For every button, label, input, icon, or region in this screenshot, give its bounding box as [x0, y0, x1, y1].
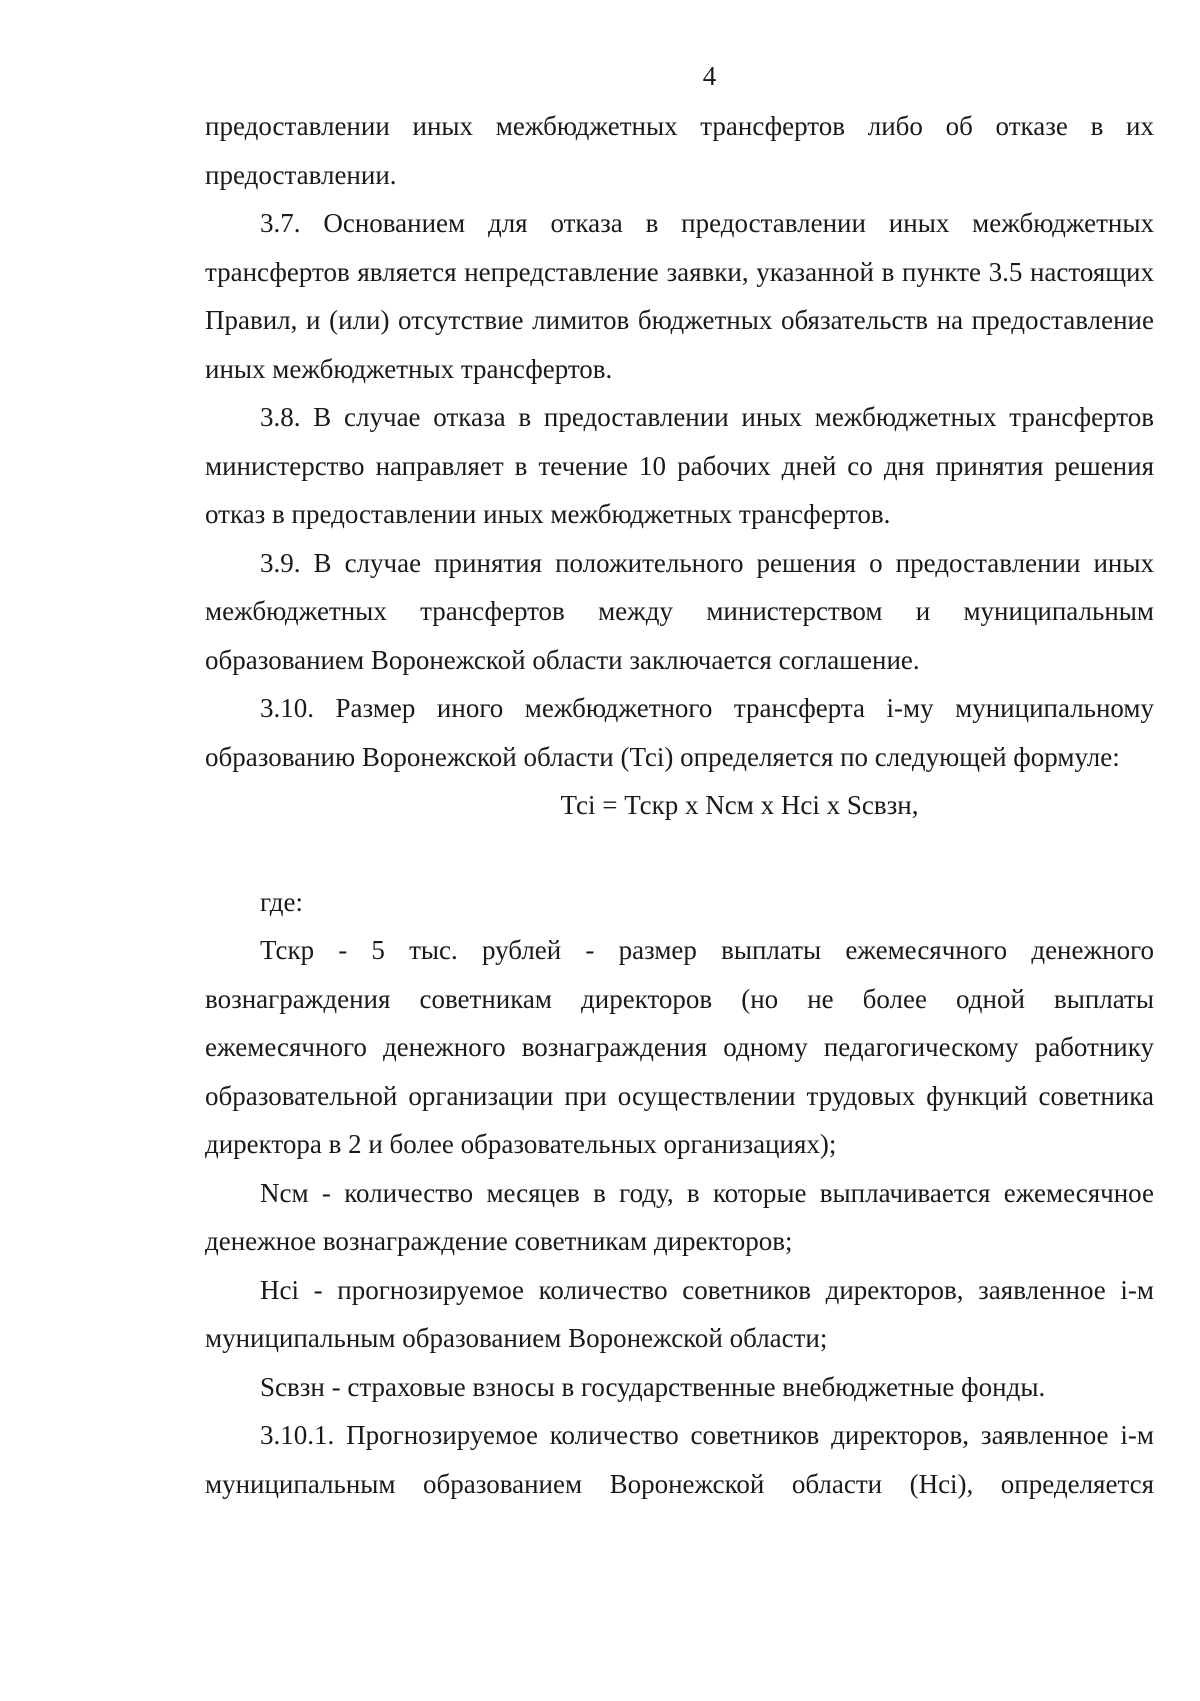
paragraph-continuation: предоставлении иных межбюджетных трансфертов либо об отказе в их предоставлении. [205, 111, 1154, 190]
where-label: где: [260, 886, 303, 917]
definition-tskr: Тскр - 5 тыс. рублей - размер выплаты ежемесячного денежного вознаграждения советникам директоров (но не более одной выплаты ежемесячного денежного вознаграждения одному педагогическому работнику образовательной организации при осуществлении трудовых функций советника директора в 2 и более образовательных организациях); [205, 935, 1154, 1159]
paragraph-3-8: 3.8. В случае отказа в предоставлении иных межбюджетных трансфертов министерство направляет в течение 10 рабочих дней со дня принятия решения отказ в предоставлении иных межбюджетных трансфертов. [205, 402, 1154, 529]
paragraph-3-7: 3.7. Основанием для отказа в предоставлении иных межбюджетных трансфертов является непредставление заявки, указанной в пункте 3.5 настоящих Правил, и (или) отсутствие лимитов бюджетных обязательств на предоставление иных межбюджетных трансфертов. [205, 208, 1154, 384]
paragraph-3-9: 3.9. В случае принятия положительного решения о предоставлении иных межбюджетных трансфертов между министерством и муниципальным образованием Воронежской области заключается соглашение. [205, 547, 1154, 675]
definition-ncm: Nсм - количество месяцев в году, в которые выплачивается ежемесячное денежное вознаграждение советникам директоров; [205, 1177, 1154, 1256]
page-number: 4 [702, 61, 717, 91]
paragraph-3-10: 3.10. Размер иного межбюджетного трансферта i-му муниципальному образованию Воронежской области (Тсi) определяется по следующей формуле: [205, 693, 1154, 772]
definition-scvzn: Sсвзн - страховые взносы в государственные внебюджетные фонды. [260, 1371, 1046, 1402]
formula: Тсi = Тскр х Nсм х Нсi х Sсвзн, [560, 790, 919, 820]
definition-nci: Нсi - прогнозируемое количество советников директоров, заявленное i-м муниципальным образованием Воронежской области; [205, 1274, 1154, 1353]
paragraph-3-10-1: 3.10.1. Прогнозируемое количество советников директоров, заявленное i-м муниципальным образованием Воронежской области (Нсi), определяется [205, 1420, 1154, 1499]
